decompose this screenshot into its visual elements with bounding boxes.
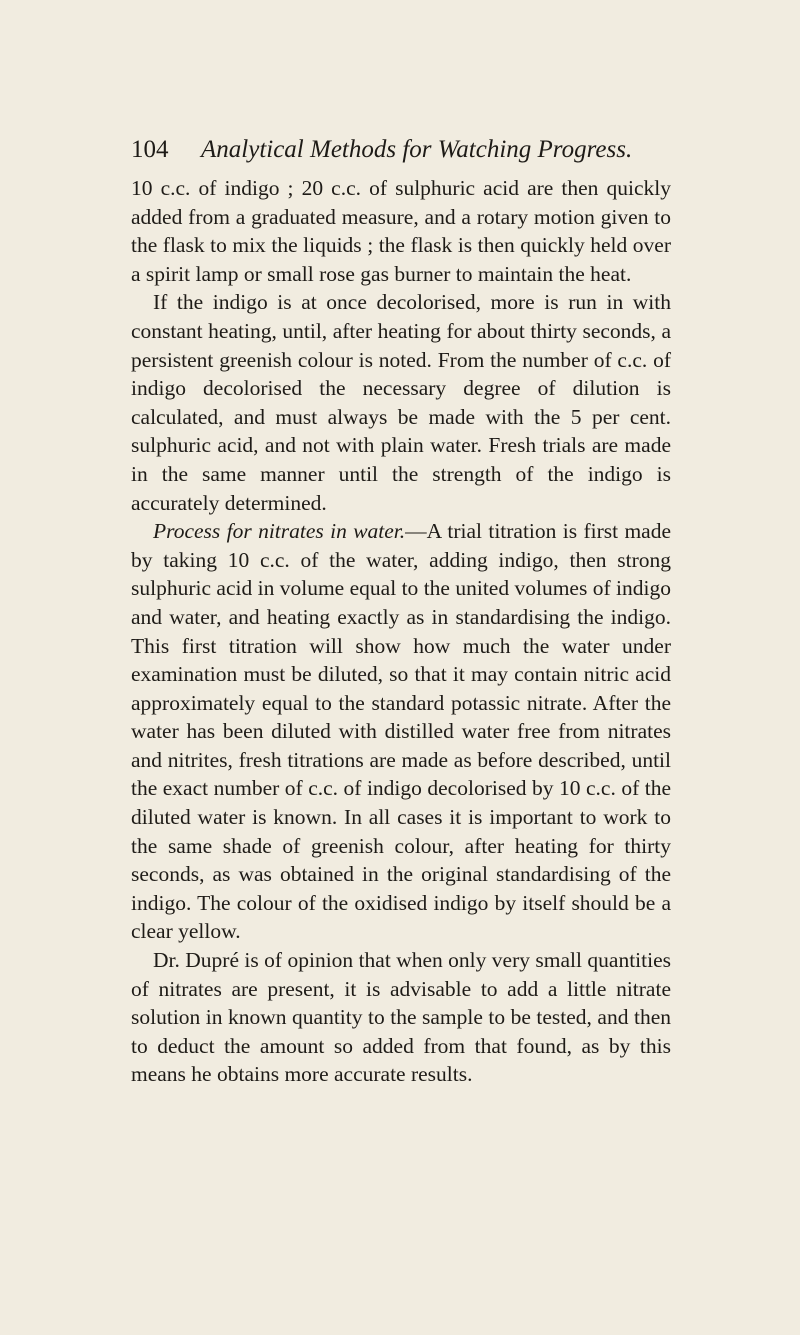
paragraph-dupre-opinion: Dr. Dupré is of opinion that when only very small quantities of nitrates are present, it is advisable to add a little nitrate solution in known quantity to the sample to be tested, and then to deduct the amount so added from that found, as by this means he obtains more accurate results.: [131, 948, 671, 1087]
paragraph-decolorisation: If the indigo is at once decolorised, more is run in with constant heating, until, after heating for about thirty seconds, a persistent greenish colour is noted. From the number of c.c. of indigo decolorised the necessary degree of dilution is calculated, and must always be made with the 5 per cent. sulphuric acid, and not with plain water. Fresh trials are made in the same manner until the strength of the indigo is accurately determined.: [131, 290, 671, 515]
paragraph-process-nitrates-text: —A trial titration is first made by taking 10 c.c. of the water, adding indigo, then strong sulphuric acid in volume equal to the united volumes of indigo and water, and heating exactly as in standardising the indigo. This first titration will show how much the water under examination must be diluted, so that it may contain nitric acid approximately equal to the standard potassic nitrate. After the water has been diluted with distilled water free from nitrates and nitrites, fresh titrations are made as before described, until the exact number of c.c. of indigo decolorised by 10 c.c. of the diluted water is known. In all cases it is important to work to the same shade of greenish colour, after heating for thirty seconds, as was obtained in the original standardising of the indigo. The colour of the oxidised indigo by itself should be a clear yellow.: [131, 519, 671, 944]
running-title: Analytical Methods for Watching Progress.: [201, 136, 633, 163]
running-head: [131, 134, 671, 166]
section-heading-process-nitrates: Process for nitrates in water.: [153, 519, 406, 544]
body-text: [131, 174, 671, 1089]
paragraph-indigo-addition: 10 c.c. of indigo ; 20 c.c. of sulphuric acid are then quickly added from a graduated measure, and a rotary motion given to the flask to mix the liquids ; the flask is then quickly held over a spirit lamp or small rose gas burner to maintain the heat.: [131, 176, 671, 286]
paragraph-process-nitrates: [131, 517, 671, 946]
page-number: 104: [131, 136, 169, 163]
